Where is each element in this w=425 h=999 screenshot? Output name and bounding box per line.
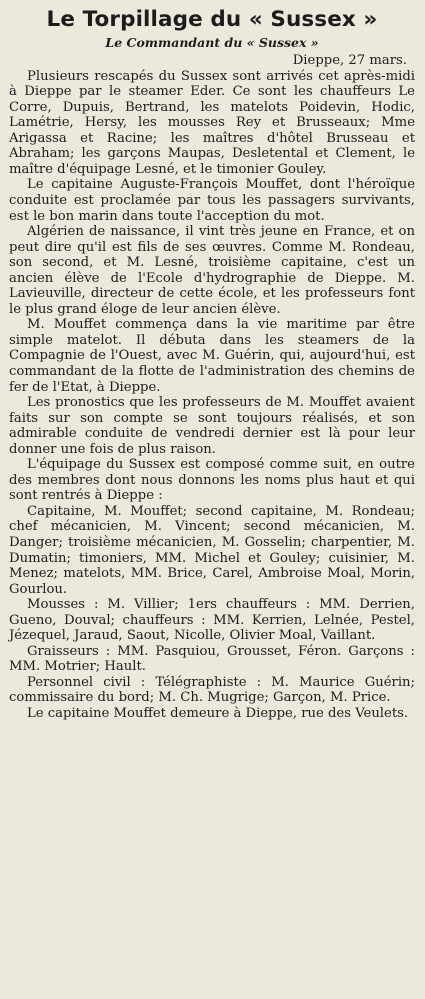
article-paragraph: Plusieurs rescapés du Sussex sont arrivés cet après-midi à Dieppe par le steamer Eder. Ce sont les chauffeurs Le Corre, Dupuis, Bertrand, les matelots Poidevin, Hodic, Lamétrie, Hersy, les mousses Rey et Brusseaux; Mme Arigassa et Racine; les maîtres d'hôtel Brusseau et Abraham; les garçons Maupas, Desletental et Clement, le maître d'équipage Lesné, et le timonier Gouley. — [9, 68, 415, 177]
article-paragraph: Les pronostics que les professeurs de M. Mouffet avaient faits sur son compte se sont toujours réalisés, et son admirable conduite de vendredi dernier est là pour leur donner une fois de plus raison. — [9, 395, 415, 457]
crew-list-paragraph: Mousses : M. Villier; 1ers chauffeurs : MM. Derrien, Gueno, Douval; chauffeurs : MM. Kerrien, Lelnée, Pestel, Jézequel, Jaraud, Saout, Nicolle, Olivier Moal, Vaillant. — [9, 597, 415, 644]
article-paragraph: Le capitaine Mouffet demeure à Dieppe, rue des Veulets. — [27, 706, 409, 722]
crew-list-paragraph: Graisseurs : MM. Pasquiou, Grousset, Féron. Garçons : MM. Motrier; Hault. — [9, 643, 415, 675]
article-paragraph: Le capitaine Auguste-François Mouffet, dont l'héroïque conduite est proclamée par tous les passagers survivants, est le bon marin dans toute l'acception du mot. — [9, 177, 415, 224]
article-paragraph: Algérien de naissance, il vint très jeune en France, et on peut dire qu'il est fils de ses œuvres. Comme M. Rondeau, son second, et M. Lesné, troisième capitaine, c'est un ancien élève de l'Ecole d'hydrographie de Dieppe. M. Lavieuville, directeur de cette école, et les professeurs font le plus grand éloge de leur ancien élève. — [9, 224, 415, 317]
article-paragraph: M. Mouffet commença dans la vie maritime par être simple matelot. Il débuta dans les steamers de la Compagnie de l'Ouest, avec M. Guérin, qui, aujourd'hui, est commandant de la flotte de l'administration des chemins de fer de l'Etat, à Dieppe. — [9, 317, 415, 395]
article-dateline: Dieppe, 27 mars. — [292, 53, 407, 68]
article-paragraph: L'équipage du Sussex est composé comme suit, en outre des membres dont nous donnons les noms plus haut et qui sont rentrés à Dieppe : — [9, 457, 415, 504]
crew-list-paragraph: Capitaine, M. Mouffet; second capitaine, M. Rondeau; chef mécanicien, M. Vincent; second mécanicien, M. Danger; troisième mécanicien, M. Gosselin; charpentier, M. Dumatin; timoniers, MM. Michel et Gouley; cuisinier, M. Menez; matelots, MM. Brice, Carel, Ambroise Moal, Morin, Gourlou. — [9, 503, 415, 597]
crew-list-paragraph: Personnel civil : Télégraphiste : M. Maurice Guérin; commissaire du bord; M. Ch. Mugrige; Garçon, M. Price. — [9, 674, 415, 706]
article-body — [9, 69, 415, 722]
article-subheadline: Le Commandant du « Sussex » — [105, 35, 319, 50]
article-headline: Le Torpillage du « Sussex » — [46, 7, 378, 32]
